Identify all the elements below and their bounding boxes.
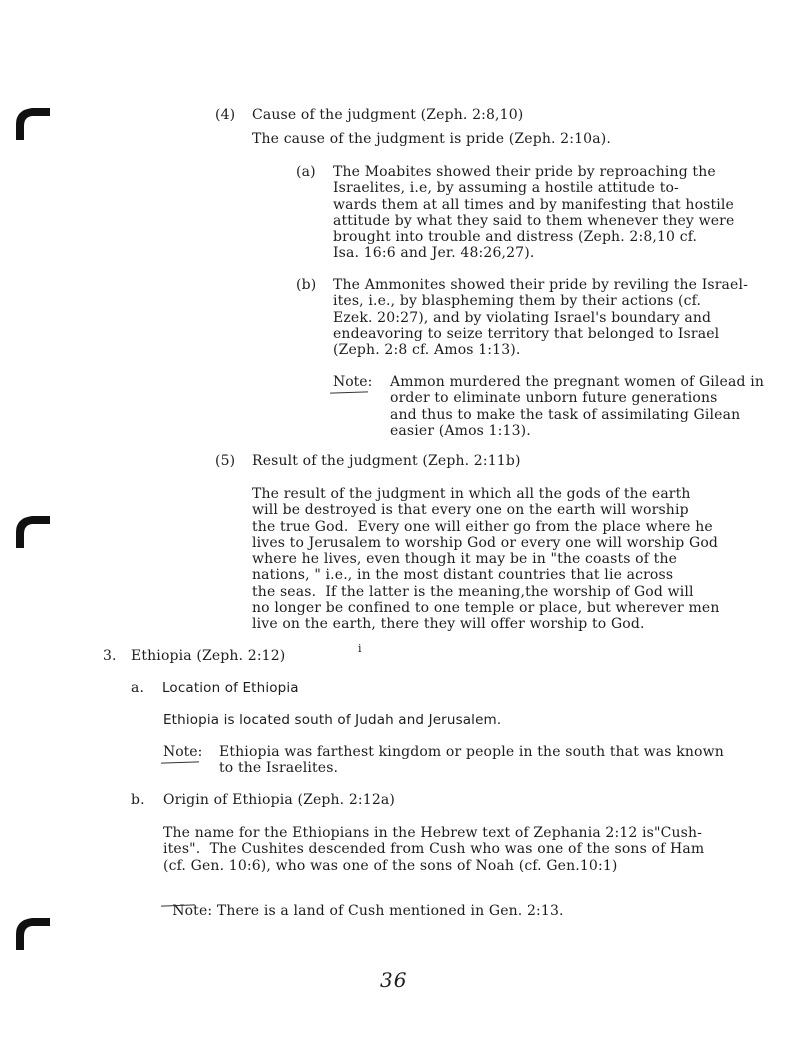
paragraph-line: Ethiopia was farthest kingdom or people in the south that was known: [219, 744, 724, 760]
paragraph-line: The name for the Ethiopians in the Hebrew text of Zephania 2:12 is"Cush-: [163, 825, 703, 841]
binder-hole-mark: [10, 910, 56, 956]
note-label: Note: [172, 903, 208, 920]
subsection-a-text: Ethiopia is located south of Judah and Jerusalem.: [163, 712, 502, 728]
item-5-paragraph: [252, 486, 720, 633]
page-number: 36: [380, 968, 408, 992]
paragraph-line: The Moabites showed their pride by reproaching the: [333, 164, 716, 180]
paragraph-line: (Zeph. 2:8 cf. Amos 1:13).: [333, 342, 521, 359]
note-label: Note:: [333, 374, 373, 390]
paragraph-line: nations, " i.e., in the most distant countries that lie across: [252, 567, 674, 584]
paragraph-line: and thus to make the task of assimilating Gilean: [390, 406, 741, 423]
subsection-a-heading: Location of Ethiopia: [162, 680, 299, 696]
handwritten-underline: [330, 391, 368, 393]
note-label: Note:: [163, 744, 203, 760]
paragraph-line: endeavoring to seize territory that belonged to Israel: [333, 325, 720, 342]
item-4-number: (4): [215, 107, 236, 123]
stray-mark: i: [358, 642, 362, 655]
section-3-heading: Ethiopia (Zeph. 2:12): [131, 648, 286, 664]
note-paragraph: [390, 374, 764, 439]
item-5-number: (5): [215, 453, 236, 469]
subitem-b-paragraph: [333, 277, 748, 358]
paragraph-line: lives to Jerusalem to worship God or every one will worship God: [252, 534, 719, 551]
paragraph-line: wards them at all times and by manifesting that hostile: [333, 196, 734, 213]
paragraph-line: ites, i.e., by blaspheming them by their actions (cf.: [333, 293, 702, 310]
paragraph-line: (cf. Gen. 10:6), who was one of the sons of Noah (cf. Gen.10:1): [163, 857, 618, 874]
note-line: [163, 887, 564, 920]
subitem-a-paragraph: [333, 164, 734, 262]
section-3-number: 3.: [103, 648, 117, 664]
paragraph-line: the true God. Every one will either go from the place where he: [252, 518, 713, 535]
item-4-heading: Cause of the judgment (Zeph. 2:8,10): [252, 107, 524, 123]
paragraph-line: no longer be confined to one temple or place, but wherever men: [252, 600, 720, 617]
paragraph-line: will be destroyed is that every one on the earth will worship: [252, 502, 689, 519]
item-5-heading: Result of the judgment (Zeph. 2:11b): [252, 453, 521, 469]
paragraph-line: Ezek. 20:27), and by violating Israel's boundary and: [333, 309, 712, 326]
paragraph-line: live on the earth, there they will offer worship to God.: [252, 616, 645, 633]
paragraph-line: where he lives, even though it may be in "the coasts of the: [252, 551, 678, 568]
subitem-a-label: (a): [296, 164, 316, 180]
paragraph-line: ites". The Cushites descended from Cush who was one of the sons of Ham: [163, 841, 705, 858]
paragraph-line: Israelites, i.e, by assuming a hostile attitude to-: [333, 180, 679, 197]
subsection-b-paragraph: [163, 825, 704, 874]
paragraph-line: Isa. 16:6 and Jer. 48:26,27).: [333, 245, 535, 262]
paragraph-line: Ammon murdered the pregnant women of Gilead in: [390, 374, 764, 390]
handwritten-underline: [161, 761, 199, 763]
paragraph-line: brought into trouble and distress (Zeph. 2:8,10 cf.: [333, 229, 698, 246]
item-4-lead: The cause of the judgment is pride (Zeph. 2:10a).: [252, 131, 611, 147]
paragraph-line: the seas. If the latter is the meaning,the worship of God will: [252, 583, 694, 600]
subsection-b-label: b.: [131, 792, 145, 808]
binder-hole-mark: [10, 508, 56, 554]
paragraph-line: attitude by what they said to them whenever they were: [333, 212, 735, 229]
paragraph-line: to the Israelites.: [219, 760, 339, 777]
note-paragraph: [219, 744, 724, 777]
paragraph-line: The Ammonites showed their pride by reviling the Israel-: [333, 277, 749, 293]
subsection-a-label: a.: [131, 680, 145, 696]
binder-hole-mark: [10, 100, 56, 146]
paragraph-line: The result of the judgment in which all the gods of the earth: [252, 486, 691, 502]
paragraph-line: order to eliminate unborn future generations: [390, 390, 718, 407]
subsection-b-heading: Origin of Ethiopia (Zeph. 2:12a): [163, 792, 396, 808]
paragraph-line: easier (Amos 1:13).: [390, 422, 531, 439]
note-text: : There is a land of Cush mentioned in Gen. 2:13.: [207, 903, 564, 920]
subitem-b-label: (b): [296, 277, 317, 293]
